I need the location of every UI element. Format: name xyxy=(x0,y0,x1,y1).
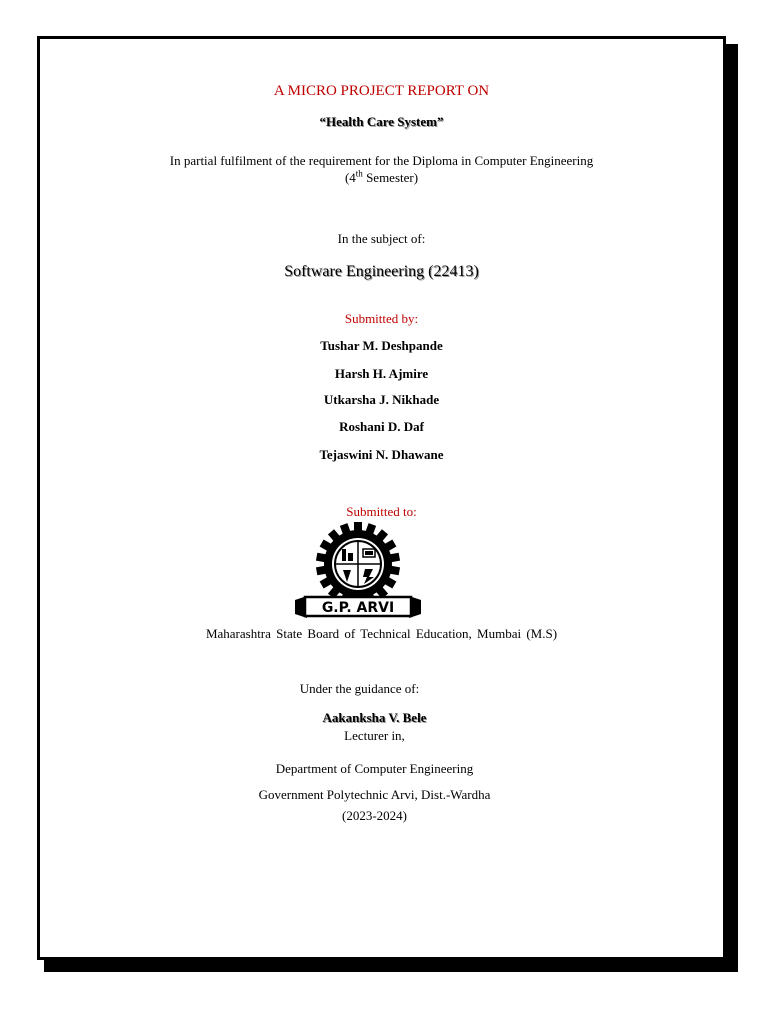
guide-role: Lecturer in, xyxy=(344,728,405,743)
guidance-label: Under the guidance of: xyxy=(299,681,420,696)
student-name: Tushar M. Deshpande xyxy=(320,338,443,353)
submitted-to-label: Submitted to: xyxy=(346,504,417,519)
semester-superscript: th xyxy=(355,168,363,179)
subject-intro: In the subject of: xyxy=(337,231,426,246)
semester-suffix: Semester) xyxy=(362,170,419,185)
gear-icon xyxy=(316,522,400,606)
subject-name: Software Engineering (22413) xyxy=(284,263,479,280)
student-name: Roshani D. Daf xyxy=(339,419,424,434)
board-name: Maharashtra State Board of Technical Education, Mumbai (M.S) xyxy=(205,626,558,641)
semester-text xyxy=(40,170,723,186)
student-name: Harsh H. Ajmire xyxy=(334,366,429,381)
guide-name: Aakanksha V. Bele xyxy=(322,710,427,725)
semester-prefix: (4 xyxy=(344,170,356,185)
report-heading: A MICRO PROJECT REPORT ON xyxy=(273,83,490,99)
institute-name: Government Polytechnic Arvi, Dist.-Wardha xyxy=(258,787,491,802)
submitted-by-label: Submitted by: xyxy=(344,311,419,326)
fulfilment-text: In partial fulfilment of the requirement for the Diploma in Computer Engineering xyxy=(169,153,594,168)
student-name: Tejaswini N. Dhawane xyxy=(319,447,444,462)
logo-text: G.P. ARVI xyxy=(321,600,395,616)
project-title: “Health Care System” xyxy=(319,114,444,129)
student-name: Utkarsha J. Nikhade xyxy=(323,392,440,407)
cover-page xyxy=(37,36,726,960)
department-name: Department of Computer Engineering xyxy=(275,761,474,776)
institute-logo xyxy=(285,522,431,622)
academic-year: (2023-2024) xyxy=(342,808,407,823)
